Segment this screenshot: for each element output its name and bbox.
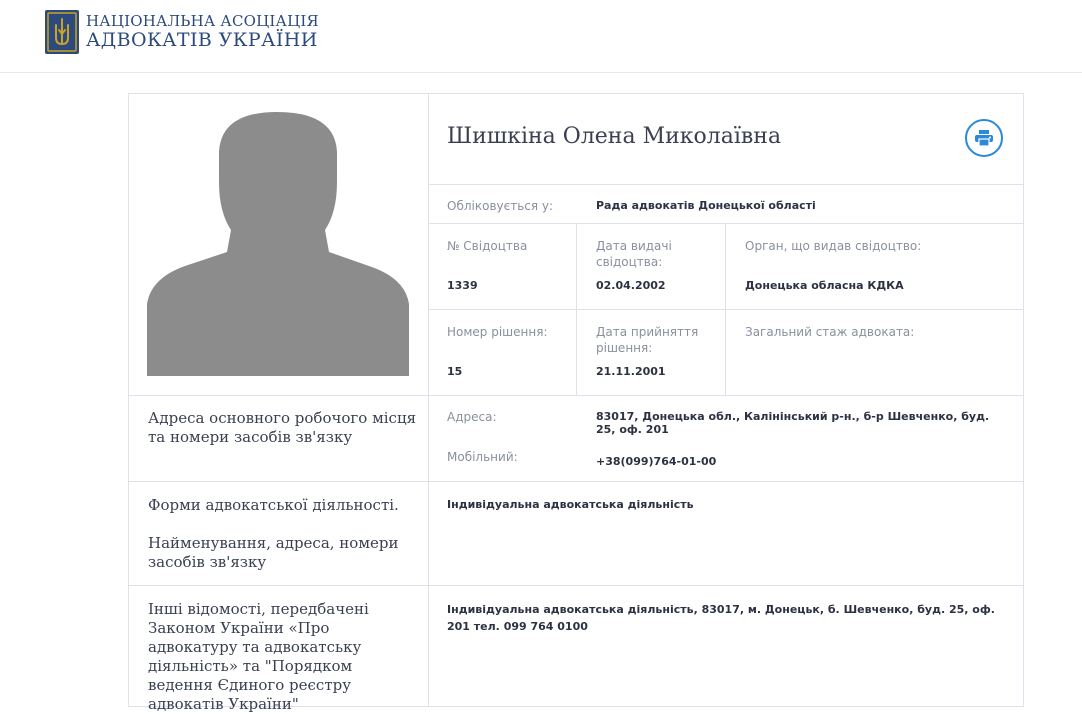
divider	[428, 184, 1024, 185]
lawyer-card	[128, 93, 1024, 713]
divider	[428, 309, 1024, 310]
registered-label: Обліковується у:	[447, 199, 554, 213]
person-silhouette-icon	[147, 112, 409, 376]
logo-line-2: АДВОКАТІВ УКРАЇНИ	[86, 29, 318, 51]
site-header	[0, 0, 1082, 73]
divider	[428, 223, 1024, 224]
contacts-section-title: Адреса основного робочого місця та номери засобів зв'язку	[148, 409, 417, 446]
forms-section-title: Форми адвокатської діяльності.	[148, 496, 399, 514]
print-button[interactable]	[965, 119, 1003, 157]
cert-date: 02.04.2002	[596, 279, 666, 292]
experience-label: Загальний стаж адвоката:	[745, 325, 915, 339]
cert-date-label: Дата видачі свідоцтва:	[596, 239, 672, 269]
association-logo-text[interactable]	[86, 14, 319, 50]
decision-date: 21.11.2001	[596, 365, 666, 378]
issuer-label: Орган, що видав свідоцтво:	[745, 239, 922, 253]
decision-date-label: Дата прийняття рішення:	[596, 325, 699, 355]
forms-section-subtitle: Найменування, адреса, номери засобів зв'язку	[148, 534, 399, 571]
other-value: Індивідуальна адвокатська діяльність, 83017, м. Донецьк, б. Шевченко, буд. 25, оф. 201 тел. 099 764 0100	[447, 603, 995, 633]
other-section-title: Інші відомості, передбачені Законом України «Про адвокатуру та адвокатську діяльність» та "Порядком ведення Єдиного реєстру адвокатів України"	[148, 600, 369, 713]
cert-number-label: № Свідоцтва	[447, 239, 528, 253]
decision-number: 15	[447, 365, 463, 378]
registered-value: Рада адвокатів Донецької області	[596, 199, 816, 212]
divider	[129, 481, 1024, 482]
address-label: Адреса:	[447, 410, 497, 424]
logo-line-1: НАЦІОНАЛЬНА АСОЦІАЦІЯ	[86, 12, 319, 30]
divider	[129, 585, 1024, 586]
mobile-value[interactable]: +38(099)764-01-00	[596, 455, 717, 468]
decision-number-label: Номер рішення:	[447, 325, 548, 339]
divider	[428, 94, 429, 707]
issuer-value: Донецька обласна КДКА	[745, 279, 904, 292]
address-value: 83017, Донецька обл., Калінінський р-н., б-р Шевченко, буд. 25, оф. 201	[596, 410, 990, 436]
mobile-label: Мобільний:	[447, 450, 518, 464]
divider	[129, 395, 1024, 396]
printer-icon	[975, 130, 993, 146]
association-emblem-icon[interactable]	[45, 10, 79, 54]
forms-value: Індивідуальна адвокатська діяльність	[447, 498, 694, 511]
cert-number: 1339	[447, 279, 478, 292]
lawyer-name: Шишкіна Олена Миколаївна	[447, 124, 782, 149]
